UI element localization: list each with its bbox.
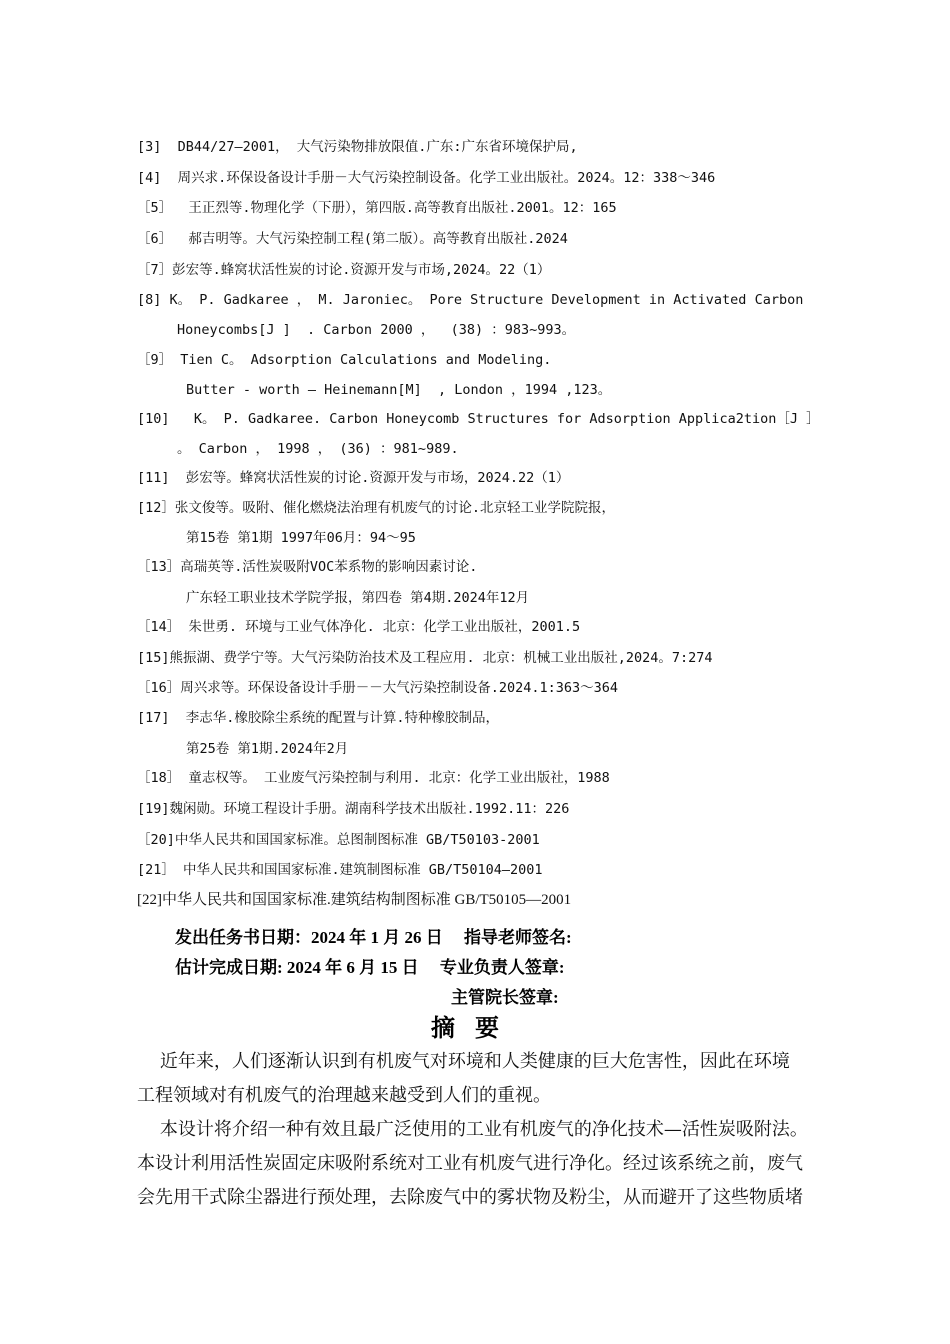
abstract-line-5: 会先用干式除尘器进行预处理，去除废气中的雾状物及粉尘，从而避开了这些物质堵 bbox=[137, 1187, 803, 1208]
reference-6: ［6］ 郝吉明等。大气污染控制工程(第二版）。高等教育出版社.2024 bbox=[137, 231, 568, 247]
reference-10-cont: 。 Carbon ， 1998 ， (36) ：981~989. bbox=[177, 441, 459, 457]
dean-signature-line: 主管院长签章: bbox=[451, 988, 559, 1007]
reference-21: [21］ 中华人民共和国国家标准.建筑制图标准 GB/T50104—2001 bbox=[137, 862, 543, 878]
reference-12-cont: 第15卷 第1期 1997年06月：94～95 bbox=[186, 530, 416, 546]
abstract-line-1: 近年来，人们逐渐认识到有机废气对环境和人类健康的巨大危害性，因此在环境 bbox=[137, 1051, 790, 1072]
reference-16: ［16］周兴求等。环保设备设计手册－－大气污染控制设备.2024.1:363～364 bbox=[137, 680, 619, 696]
abstract-line-3: 本设计将介绍一种有效且最广泛使用的工业有机废气的净化技术—活性炭吸附法。 bbox=[137, 1119, 808, 1140]
reference-15: [15]熊振湖、费学宁等。大气污染防治技术及工程应用. 北京：机械工业出版社,2024。7:274 bbox=[137, 650, 713, 666]
reference-8: [8] K。 P. Gadkaree ， M. Jaroniec。 Pore Structure Development in Activated Carbon bbox=[137, 292, 804, 308]
estimated-completion-line: 估计完成日期: 2024 年 6 月 15 日 专业负责人签章: bbox=[175, 958, 565, 977]
reference-9: ［9］ Tien C。 Adsorption Calculations and Modeling. bbox=[137, 352, 552, 368]
reference-4: [4] 周兴求.环保设备设计手册－大气污染控制设备。化学工业出版社。2024。12：338～346 bbox=[137, 170, 716, 186]
reference-13: ［13］高瑞英等.活性炭吸附VOC苯系物的影响因素讨论. bbox=[137, 559, 478, 575]
reference-19: [19]魏闲勋。环境工程设计手册。湖南科学技术出版社.1992.11：226 bbox=[137, 801, 570, 817]
reference-20: ［20]中华人民共和国国家标准。总图制图标准 GB/T50103-2001 bbox=[137, 832, 540, 848]
abstract-heading: 摘要 bbox=[431, 1014, 519, 1042]
reference-17: [17] 李志华.橡胶除尘系统的配置与计算.特种橡胶制品， bbox=[137, 710, 500, 726]
reference-10: [10] K。 P. Gadkaree. Carbon Honeycomb Structures for Adsorption Applica2tion［J ］ bbox=[137, 411, 820, 427]
reference-7: ［7］彭宏等.蜂窝状活性炭的讨论.资源开发与市场,2024。22（1） bbox=[137, 262, 551, 278]
reference-18: ［18］ 童志权等。 工业废气污染控制与利用. 北京：化学工业出版社，1988 bbox=[137, 770, 610, 786]
reference-17-cont: 第25卷 第1期.2024年2月 bbox=[186, 741, 349, 757]
abstract-line-2: 工程领域对有机废气的治理越来越受到人们的重视。 bbox=[137, 1085, 551, 1106]
reference-5: ［5］ 王正烈等.物理化学（下册），第四版.高等教育出版社.2001。12：165 bbox=[137, 200, 617, 216]
abstract-line-4: 本设计利用活性炭固定床吸附系统对工业有机废气进行净化。经过该系统之前，废气 bbox=[137, 1153, 803, 1174]
reference-8-cont: Honeycombs[J ] . Carbon 2000 ， (38) ：983~993。 bbox=[177, 322, 576, 338]
reference-22: [22]中华人民共和国国家标准.建筑结构制图标准 GB/T50105—2001 bbox=[137, 892, 572, 908]
reference-14: ［14］ 朱世勇. 环境与工业气体净化. 北京：化学工业出版社，2001.5 bbox=[137, 619, 581, 635]
reference-13-cont: 广东轻工职业技术学院学报，第四卷 第4期.2024年12月 bbox=[186, 590, 530, 606]
reference-12: [12］张文俊等。吸附、催化燃烧法治理有机废气的讨论.北京轻工业学院院报， bbox=[137, 500, 616, 516]
task-issue-date-line: 发出任务书日期：2024 年 1 月 26 日 指导老师签名: bbox=[175, 928, 572, 947]
reference-3: [3] DB44/27—2001， 大气污染物排放限值.广东:广东省环境保护局, bbox=[137, 139, 578, 155]
reference-11: [11] 彭宏等。蜂窝状活性炭的讨论.资源开发与市场，2024.22（1） bbox=[137, 470, 570, 486]
reference-9-cont: Butter - worth — Heinemann[M] , London ，1994 ,123。 bbox=[186, 382, 612, 398]
